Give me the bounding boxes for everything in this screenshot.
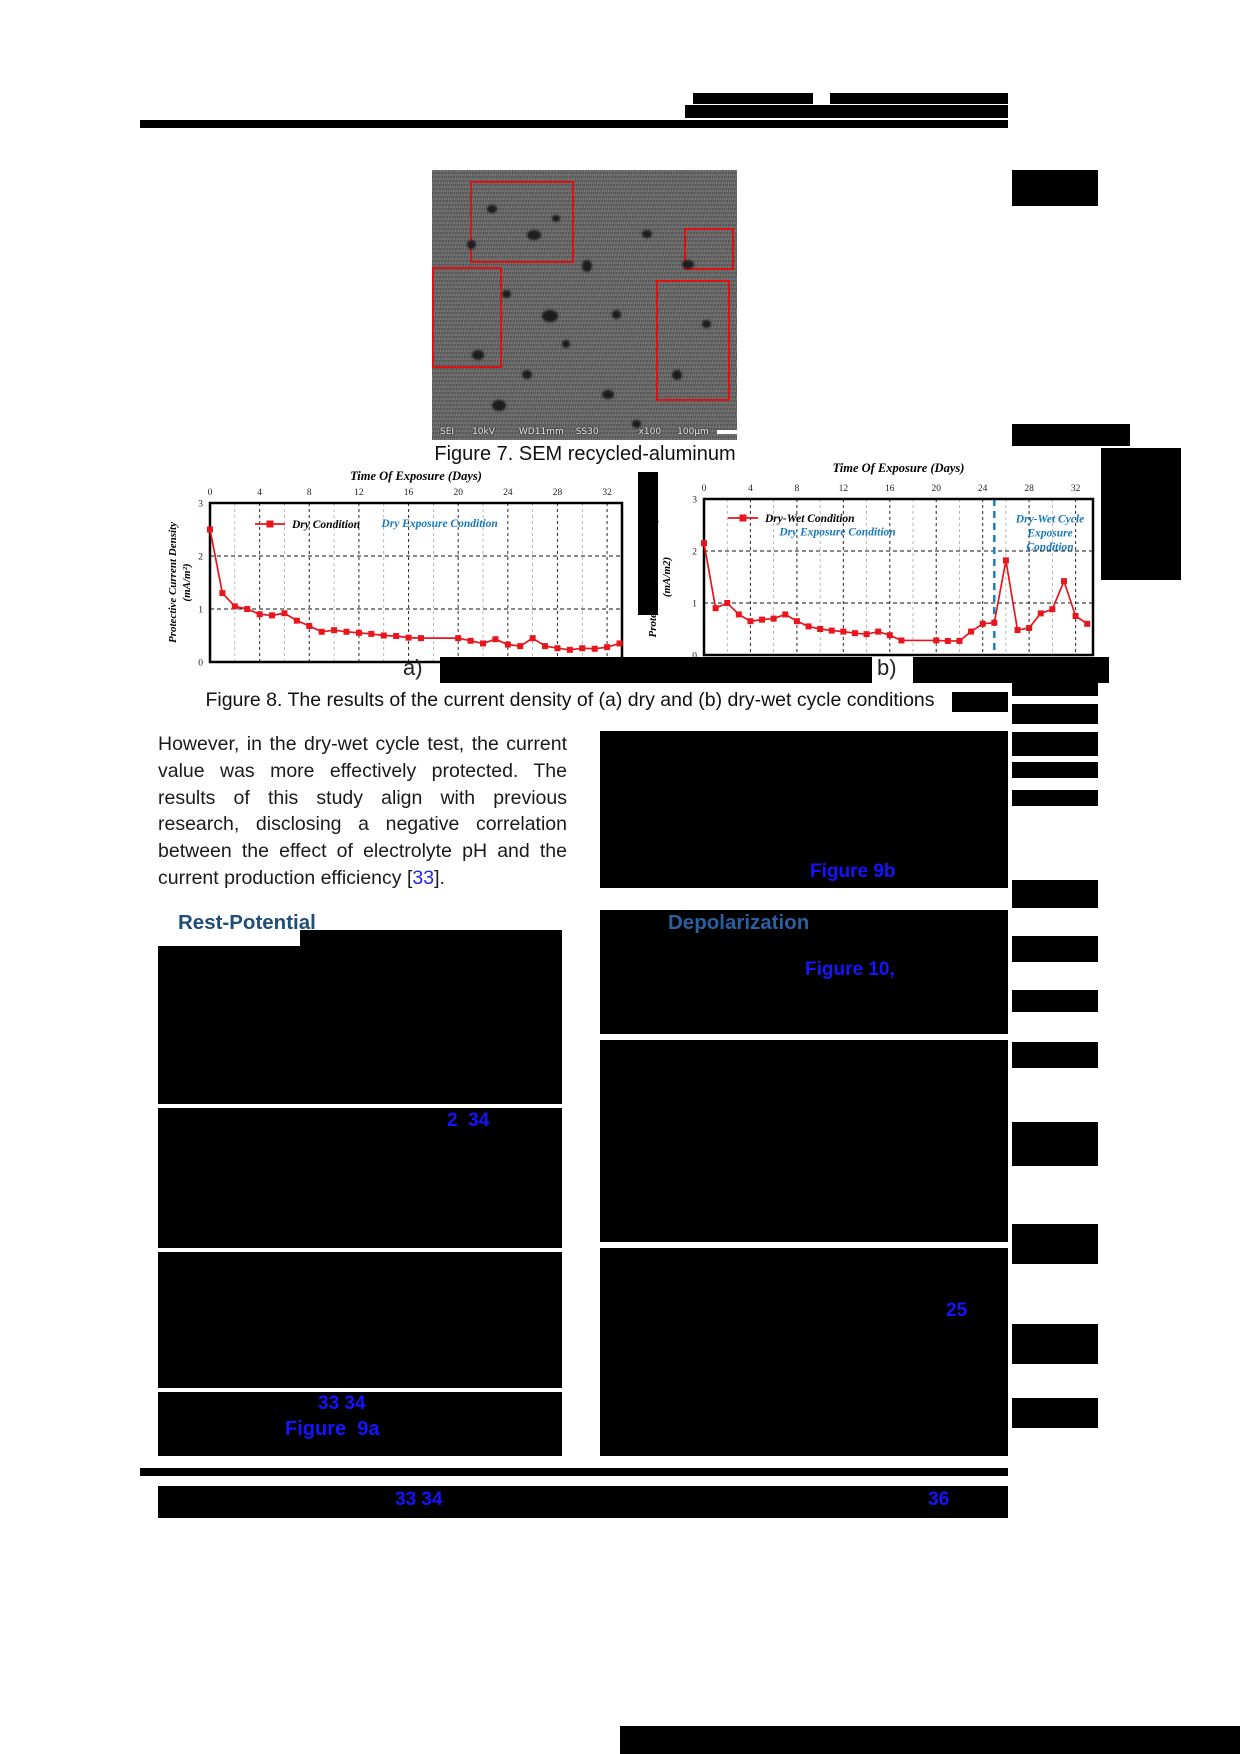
reference-link-2-34[interactable]: 2 34 <box>447 1110 490 1131</box>
svg-text:Dry Condition: Dry Condition <box>292 519 361 531</box>
sem-voltage: 10kV <box>472 427 495 437</box>
figure9a-link[interactable]: Figure 9a <box>285 1418 380 1440</box>
redacted-footer-line <box>158 1486 1008 1518</box>
svg-text:4: 4 <box>257 488 263 498</box>
svg-text:Dry-Wet Condition: Dry-Wet Condition <box>765 513 855 525</box>
reference-link-33-34[interactable]: 33 34 <box>318 1393 366 1414</box>
sem-pit-spot <box>602 390 614 399</box>
svg-text:2: 2 <box>692 547 697 558</box>
svg-text:(mA/m²): (mA/m²) <box>181 563 193 602</box>
svg-text:0: 0 <box>701 484 707 494</box>
redaction-bar <box>1012 762 1098 778</box>
sem-pit-spot <box>552 215 560 222</box>
redaction-bar <box>1012 790 1098 806</box>
section-heading-depolarization: Depolarization <box>668 911 810 934</box>
sem-pit-spot <box>672 370 682 380</box>
chart-dry-condition <box>160 465 638 670</box>
sem-highlight-box <box>470 181 574 263</box>
sem-detector: SEI <box>440 427 455 437</box>
sem-working-distance: WD11mm <box>518 427 564 437</box>
svg-text:3: 3 <box>198 499 203 510</box>
svg-text:24: 24 <box>977 484 988 494</box>
sem-spot-size: SS30 <box>575 427 599 437</box>
svg-text:3: 3 <box>692 495 697 506</box>
svg-text:0: 0 <box>207 488 213 498</box>
sem-pit-spot <box>612 310 621 319</box>
svg-text:4: 4 <box>748 484 753 494</box>
svg-text:Protective Current Density: Protective Current Density <box>167 522 179 643</box>
svg-text:24: 24 <box>503 488 513 498</box>
sem-pit-spot <box>527 230 541 240</box>
redaction-bar <box>1012 1122 1098 1166</box>
figure9b-link[interactable]: Figure 9b <box>810 861 896 882</box>
redaction-bar <box>1012 936 1098 962</box>
svg-text:16: 16 <box>403 488 414 498</box>
svg-text:1: 1 <box>198 605 203 616</box>
svg-text:Time Of Exposure (Days): Time Of Exposure (Days) <box>832 461 965 475</box>
redaction-bar <box>620 1726 1240 1754</box>
sem-pit-spot <box>642 230 652 238</box>
sem-pit-spot <box>522 370 532 379</box>
svg-text:2: 2 <box>198 552 203 563</box>
redaction-bar <box>693 93 813 104</box>
redaction-bar <box>1012 1042 1098 1068</box>
redaction-bar <box>440 657 872 683</box>
sem-pit-spot <box>542 310 558 322</box>
reference-link-36[interactable]: 36 <box>928 1489 950 1510</box>
redaction-bar <box>1012 170 1098 206</box>
redaction-bar <box>1012 1324 1098 1364</box>
redaction-bar <box>1012 424 1130 446</box>
redaction-bar <box>913 657 1109 683</box>
sem-pit-spot <box>502 290 511 298</box>
svg-text:8: 8 <box>306 488 312 498</box>
svg-text:Condition: Condition <box>1026 541 1074 554</box>
svg-text:12: 12 <box>354 488 364 498</box>
reference-link-25[interactable]: 25 <box>946 1300 968 1321</box>
redaction-bar <box>952 692 1008 712</box>
reference-link-33[interactable]: 33 <box>412 866 435 889</box>
reference-link-33-34-footer[interactable]: 33 34 <box>395 1489 443 1510</box>
sem-pit-spot <box>487 205 497 213</box>
sublabel-a: a) <box>403 655 423 680</box>
svg-text:(mA/m2): (mA/m2) <box>661 556 673 598</box>
sem-pit-spot <box>492 400 506 411</box>
redacted-paragraph <box>158 946 562 1104</box>
sublabel-b: b) <box>877 655 897 680</box>
redacted-paragraph <box>158 1252 562 1388</box>
svg-text:32: 32 <box>1070 484 1081 494</box>
svg-text:12: 12 <box>838 484 849 494</box>
redacted-paragraph <box>600 731 1008 888</box>
figure10-link[interactable]: Figure 10, <box>805 959 895 980</box>
redaction-bar <box>1012 1398 1098 1428</box>
svg-text:Dry Exposure Condition: Dry Exposure Condition <box>381 517 498 530</box>
svg-text:Protective Current Density: Protective Current Density <box>647 516 659 638</box>
sem-highlight-box <box>432 267 502 368</box>
redaction-bar <box>300 930 562 946</box>
sem-pit-spot <box>467 240 476 249</box>
svg-text:28: 28 <box>552 488 563 498</box>
svg-text:Dry Exposure Condition: Dry Exposure Condition <box>779 526 896 539</box>
sem-magnification: x100 <box>638 427 662 437</box>
redacted-paragraph <box>600 1248 1008 1456</box>
sem-scale-bar <box>717 430 737 434</box>
figure7-caption: Figure 7. SEM recycled-aluminum <box>434 443 736 465</box>
redaction-bar <box>1012 1224 1098 1264</box>
svg-text:32: 32 <box>602 488 612 498</box>
sem-pit-spot <box>582 260 592 272</box>
svg-text:16: 16 <box>885 484 895 494</box>
redaction-bar <box>685 105 1008 118</box>
paragraph-text-end: ]. <box>434 866 445 889</box>
redacted-paragraph <box>600 1040 1008 1242</box>
redaction-bar <box>1012 880 1098 908</box>
svg-text:0: 0 <box>198 658 203 669</box>
redaction-bar <box>1101 448 1181 580</box>
sem-scale-label: 100μm <box>677 427 709 437</box>
svg-text:Time Of Exposure (Days): Time Of Exposure (Days) <box>350 469 482 483</box>
sem-micrograph <box>432 170 737 440</box>
chart-dry-wet-condition <box>640 452 1110 667</box>
body-paragraph <box>158 731 567 892</box>
svg-text:Dry-Wet Cycle: Dry-Wet Cycle <box>1015 513 1085 526</box>
sem-metadata-bar <box>432 427 737 437</box>
redaction-bar <box>1012 732 1098 756</box>
svg-text:1: 1 <box>692 599 697 610</box>
paragraph-text: However, in the dry-wet cycle test, the current value was more effectively protected. The results of this study align with previous research, disclosing a negative correlation between the effect of electrolyte pH and the current production efficiency [ <box>158 733 567 889</box>
svg-text:20: 20 <box>931 484 941 494</box>
sem-pit-spot <box>472 350 484 360</box>
sem-pit-spot <box>632 420 641 428</box>
redaction-bar <box>1012 704 1098 724</box>
sem-highlight-box <box>656 280 730 401</box>
redacted-paragraph <box>158 1108 562 1248</box>
svg-text:20: 20 <box>453 488 463 498</box>
sem-pit-spot <box>702 320 711 328</box>
svg-text:28: 28 <box>1024 484 1034 494</box>
redaction-bar <box>1012 990 1098 1012</box>
sem-pit-spot <box>562 340 570 348</box>
figure8-caption: Figure 8. The results of the current density of (a) dry and (b) dry-wet cycle conditions <box>205 689 935 711</box>
sem-pit-spot <box>682 260 694 269</box>
footer-rule <box>140 1468 1008 1476</box>
svg-text:Exposure: Exposure <box>1027 527 1073 540</box>
redaction-bar <box>830 93 1008 104</box>
svg-text:8: 8 <box>794 484 800 494</box>
section-heading-rest-potential: Rest-Potential <box>178 911 316 934</box>
header-rule <box>140 120 1008 128</box>
